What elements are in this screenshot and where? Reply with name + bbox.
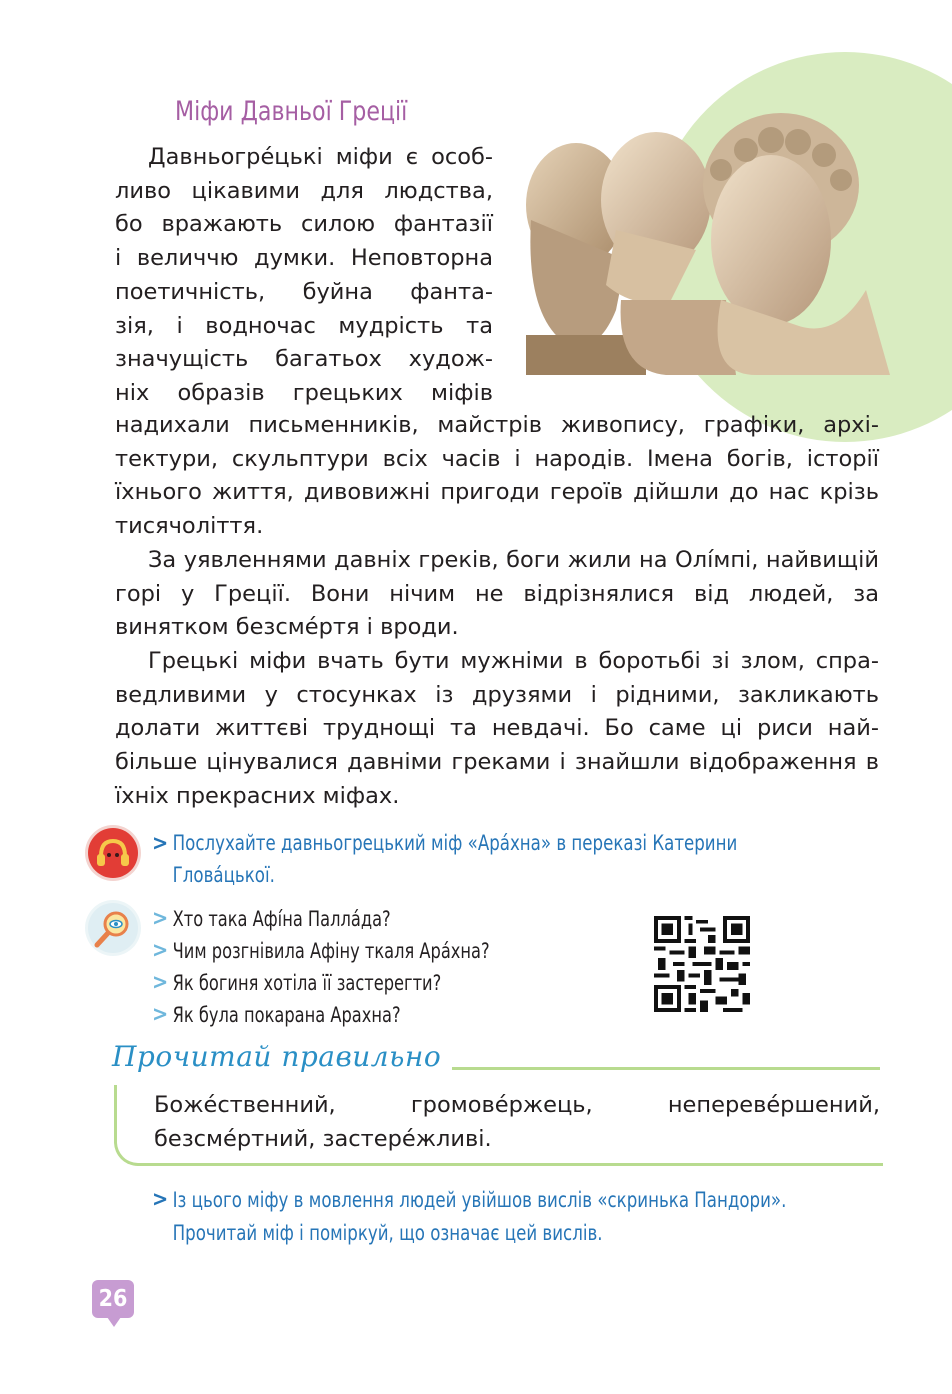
- arrow-icon: >: [152, 1187, 169, 1212]
- intro-line: ливо цікавими для людства,: [115, 177, 493, 204]
- intro-line: значущість багатьох худож-: [115, 346, 493, 373]
- read-correctly-header: Прочитай правильно: [112, 1040, 442, 1073]
- intro-continuation: надихали письменників, майстрів живопису, графіки, архітектури, скульптури всіх часів і народів. Імена богів, історії їхнього життя, дивовижні пригоди героїв дійшли до нас крізь тисячоліття.: [115, 412, 879, 540]
- headphones-icon: [88, 828, 138, 878]
- listen-task: [152, 828, 833, 892]
- arrow-icon: >: [152, 1002, 169, 1027]
- magnifier-eye-icon: [88, 903, 138, 953]
- pandora-task-line-2: Прочитай міф і поміркуй, що означає цей вислів.: [172, 1221, 603, 1246]
- page-number-badge: 26: [92, 1280, 134, 1318]
- question-text: Як богиня хотіла її застерегти?: [172, 971, 442, 995]
- paragraph-lessons: Грецькі міфи вчать бути мужніми в боротьбі зі злом, справедливими у стосунках із друзями і рідними, закликають долати життєві труднощі та невдачі. Бо саме ці риси найбільше цінувалися давніми греками і знайшли відображення в їхніх прекрасних міфах.: [115, 647, 879, 809]
- question-text: Як була покарана Арахна?: [172, 1003, 401, 1027]
- listen-task-line-1: Послухайте давньогрецький міф «Ара́хна» в переказі Катерини: [172, 831, 738, 856]
- paragraph-olympus: За уявленнями давніх греків, боги жили на Олі́мпі, найвищій горі у Греції. Вони нічим не відрізнялися від людей, за винятком безсме́ртя і вроди.: [115, 546, 879, 641]
- read-correctly-words: Боже́ственний, громове́ржець, непереве́ршений, безсме́ртний, застере́жливі.: [154, 1092, 880, 1152]
- intro-line: бо вражають силою фантазії: [115, 211, 493, 238]
- intro-line: ніх образів грецьких міфів: [115, 379, 493, 406]
- question-item: [152, 999, 441, 1031]
- main-text: [115, 409, 879, 813]
- question-item: [152, 935, 545, 967]
- pandora-task-line-1: Із цього міфу в мовлення людей увійшов вислів «скринька Пандори».: [172, 1188, 787, 1213]
- question-item: [152, 967, 488, 999]
- listen-task-line-2: Глова́цької.: [172, 863, 275, 888]
- arrow-icon: >: [152, 906, 169, 931]
- question-text: Хто така Афі́на Палла́да?: [172, 907, 391, 931]
- intro-line: поетичність, буйна фанта-: [115, 278, 493, 305]
- question-text: Чим розгнівила Афіну ткаля Ара́хна?: [172, 939, 490, 963]
- question-item: [152, 903, 430, 935]
- page-title: Міфи Давньої Греції: [175, 96, 408, 127]
- intro-paragraph-top: [115, 141, 493, 411]
- arrow-icon: >: [152, 938, 169, 963]
- greek-busts-image: [506, 110, 890, 375]
- arrow-icon: >: [152, 831, 169, 856]
- intro-line: і величчю думки. Неповторна: [115, 245, 493, 272]
- arrow-icon: >: [152, 970, 169, 995]
- intro-line: зія, і водночас мудрість та: [115, 312, 493, 339]
- qr-code[interactable]: [654, 916, 750, 1012]
- intro-line: Давньогре́цькі міфи є особ-: [148, 144, 493, 170]
- header-divider: [452, 1067, 880, 1070]
- pandora-task: [152, 1184, 890, 1250]
